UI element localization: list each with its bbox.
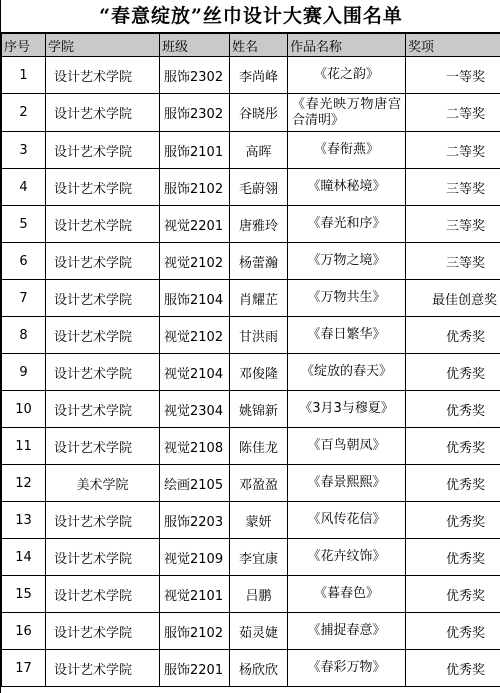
table-row bbox=[2, 132, 500, 169]
finalist-table bbox=[1, 33, 500, 687]
cell-class: 服饰2302 bbox=[160, 94, 230, 132]
sheet-title: “春意绽放”丝巾设计大赛入围名单 bbox=[1, 0, 500, 33]
cell-class: 视觉2108 bbox=[160, 428, 230, 465]
cell-award: 二等奖 bbox=[406, 132, 500, 169]
cell-work: 《万物之境》 bbox=[288, 243, 406, 280]
header-name: 姓名 bbox=[230, 34, 288, 57]
cell-school: 设计艺术学院 bbox=[46, 539, 160, 576]
cell-name: 李尚峰 bbox=[230, 57, 288, 94]
cell-award: 优秀奖 bbox=[406, 391, 500, 428]
cell-class: 视觉2102 bbox=[160, 317, 230, 354]
cell-no: 17 bbox=[2, 650, 46, 687]
cell-no: 14 bbox=[2, 539, 46, 576]
cell-award: 优秀奖 bbox=[406, 317, 500, 354]
cell-school: 设计艺术学院 bbox=[46, 502, 160, 539]
cell-school: 设计艺术学院 bbox=[46, 428, 160, 465]
cell-work: 《瞳林秘境》 bbox=[288, 169, 406, 206]
cell-school: 设计艺术学院 bbox=[46, 132, 160, 169]
cell-name: 姚锦新 bbox=[230, 391, 288, 428]
cell-name: 邓盈盈 bbox=[230, 465, 288, 502]
cell-award: 二等奖 bbox=[406, 94, 500, 132]
cell-no: 13 bbox=[2, 502, 46, 539]
cell-class: 视觉2101 bbox=[160, 576, 230, 613]
cell-work: 《绽放的春天》 bbox=[288, 354, 406, 391]
cell-award: 优秀奖 bbox=[406, 502, 500, 539]
cell-school: 设计艺术学院 bbox=[46, 169, 160, 206]
cell-award: 一等奖 bbox=[406, 57, 500, 94]
cell-award: 最佳创意奖 bbox=[406, 280, 500, 317]
cell-school: 设计艺术学院 bbox=[46, 576, 160, 613]
cell-no: 7 bbox=[2, 280, 46, 317]
table-row bbox=[2, 317, 500, 354]
header-row bbox=[2, 34, 500, 57]
cell-award: 优秀奖 bbox=[406, 613, 500, 650]
cell-class: 服饰2102 bbox=[160, 613, 230, 650]
table-row bbox=[2, 613, 500, 650]
cell-no: 8 bbox=[2, 317, 46, 354]
table-body bbox=[2, 57, 500, 687]
cell-award: 优秀奖 bbox=[406, 354, 500, 391]
cell-work bbox=[288, 94, 406, 132]
header-work: 作品名称 bbox=[288, 34, 406, 57]
cell-no: 10 bbox=[2, 391, 46, 428]
cell-no: 9 bbox=[2, 354, 46, 391]
cell-no: 15 bbox=[2, 576, 46, 613]
cell-award: 优秀奖 bbox=[406, 539, 500, 576]
cell-class: 绘画2105 bbox=[160, 465, 230, 502]
cell-school: 设计艺术学院 bbox=[46, 354, 160, 391]
cell-name: 李宜康 bbox=[230, 539, 288, 576]
cell-work: 《风传花信》 bbox=[288, 502, 406, 539]
cell-class: 视觉2104 bbox=[160, 354, 230, 391]
cell-name: 谷晓彤 bbox=[230, 94, 288, 132]
table-row bbox=[2, 502, 500, 539]
cell-class: 视觉2201 bbox=[160, 206, 230, 243]
cell-class: 视觉2109 bbox=[160, 539, 230, 576]
header-no: 序号 bbox=[2, 34, 46, 57]
cell-no: 16 bbox=[2, 613, 46, 650]
table-row bbox=[2, 94, 500, 132]
cell-work: 《百鸟朝凤》 bbox=[288, 428, 406, 465]
cell-no: 1 bbox=[2, 57, 46, 94]
cell-class: 服饰2104 bbox=[160, 280, 230, 317]
cell-school: 设计艺术学院 bbox=[46, 613, 160, 650]
header-award: 奖项 bbox=[406, 34, 500, 57]
cell-award: 优秀奖 bbox=[406, 465, 500, 502]
table-row bbox=[2, 539, 500, 576]
cell-school: 设计艺术学院 bbox=[46, 57, 160, 94]
cell-work: 《捕捉春意》 bbox=[288, 613, 406, 650]
cell-name: 肖耀芷 bbox=[230, 280, 288, 317]
table-row bbox=[2, 428, 500, 465]
cell-school: 美术学院 bbox=[46, 465, 160, 502]
cell-award: 三等奖 bbox=[406, 169, 500, 206]
cell-no: 3 bbox=[2, 132, 46, 169]
cell-work: 《春衔燕》 bbox=[288, 132, 406, 169]
header-class: 班级 bbox=[160, 34, 230, 57]
cell-award: 三等奖 bbox=[406, 243, 500, 280]
table-row bbox=[2, 576, 500, 613]
cell-name: 茹灵婕 bbox=[230, 613, 288, 650]
cell-school: 设计艺术学院 bbox=[46, 243, 160, 280]
cell-name: 甘洪雨 bbox=[230, 317, 288, 354]
cell-award: 优秀奖 bbox=[406, 650, 500, 687]
cell-name: 唐雅玲 bbox=[230, 206, 288, 243]
cell-no: 5 bbox=[2, 206, 46, 243]
cell-name: 吕鹏 bbox=[230, 576, 288, 613]
table-row bbox=[2, 57, 500, 94]
cell-work: 《春日繁华》 bbox=[288, 317, 406, 354]
cell-class: 服饰2201 bbox=[160, 650, 230, 687]
cell-class: 服饰2102 bbox=[160, 169, 230, 206]
cell-name: 毛蔚翎 bbox=[230, 169, 288, 206]
cell-award: 优秀奖 bbox=[406, 576, 500, 613]
cell-school: 设计艺术学院 bbox=[46, 94, 160, 132]
cell-work: 《暮春色》 bbox=[288, 576, 406, 613]
table-row bbox=[2, 465, 500, 502]
cell-class: 服饰2203 bbox=[160, 502, 230, 539]
cell-class: 视觉2304 bbox=[160, 391, 230, 428]
cell-work: 《万物共生》 bbox=[288, 280, 406, 317]
cell-class: 服饰2101 bbox=[160, 132, 230, 169]
cell-name: 杨欣欣 bbox=[230, 650, 288, 687]
cell-no: 11 bbox=[2, 428, 46, 465]
cell-work: 《春光和序》 bbox=[288, 206, 406, 243]
cell-name: 高晖 bbox=[230, 132, 288, 169]
cell-name: 杨蕾瀚 bbox=[230, 243, 288, 280]
cell-work: 《春彩万物》 bbox=[288, 650, 406, 687]
cell-school: 设计艺术学院 bbox=[46, 317, 160, 354]
table-row bbox=[2, 280, 500, 317]
cell-name: 陈佳龙 bbox=[230, 428, 288, 465]
cell-name: 邓俊隆 bbox=[230, 354, 288, 391]
cell-name: 蒙妍 bbox=[230, 502, 288, 539]
cell-class: 服饰2302 bbox=[160, 57, 230, 94]
table-row bbox=[2, 206, 500, 243]
cell-work: 《春景熙熙》 bbox=[288, 465, 406, 502]
table-row bbox=[2, 650, 500, 687]
cell-school: 设计艺术学院 bbox=[46, 650, 160, 687]
cell-no: 2 bbox=[2, 94, 46, 132]
cell-school: 设计艺术学院 bbox=[46, 280, 160, 317]
work-title-text: 《春光映万物唐宫合清明》 bbox=[292, 96, 401, 128]
cell-no: 6 bbox=[2, 243, 46, 280]
table-row bbox=[2, 354, 500, 391]
cell-class: 视觉2102 bbox=[160, 243, 230, 280]
table-row bbox=[2, 169, 500, 206]
cell-work: 《3月3与穆夏》 bbox=[288, 391, 406, 428]
cell-work: 《花卉纹饰》 bbox=[288, 539, 406, 576]
cell-award: 三等奖 bbox=[406, 206, 500, 243]
table-row bbox=[2, 391, 500, 428]
header-school: 学院 bbox=[46, 34, 160, 57]
cell-work: 《花之韵》 bbox=[288, 57, 406, 94]
cell-school: 设计艺术学院 bbox=[46, 206, 160, 243]
cell-no: 12 bbox=[2, 465, 46, 502]
cell-award: 优秀奖 bbox=[406, 428, 500, 465]
cell-school: 设计艺术学院 bbox=[46, 391, 160, 428]
table-row bbox=[2, 243, 500, 280]
cell-no: 4 bbox=[2, 169, 46, 206]
